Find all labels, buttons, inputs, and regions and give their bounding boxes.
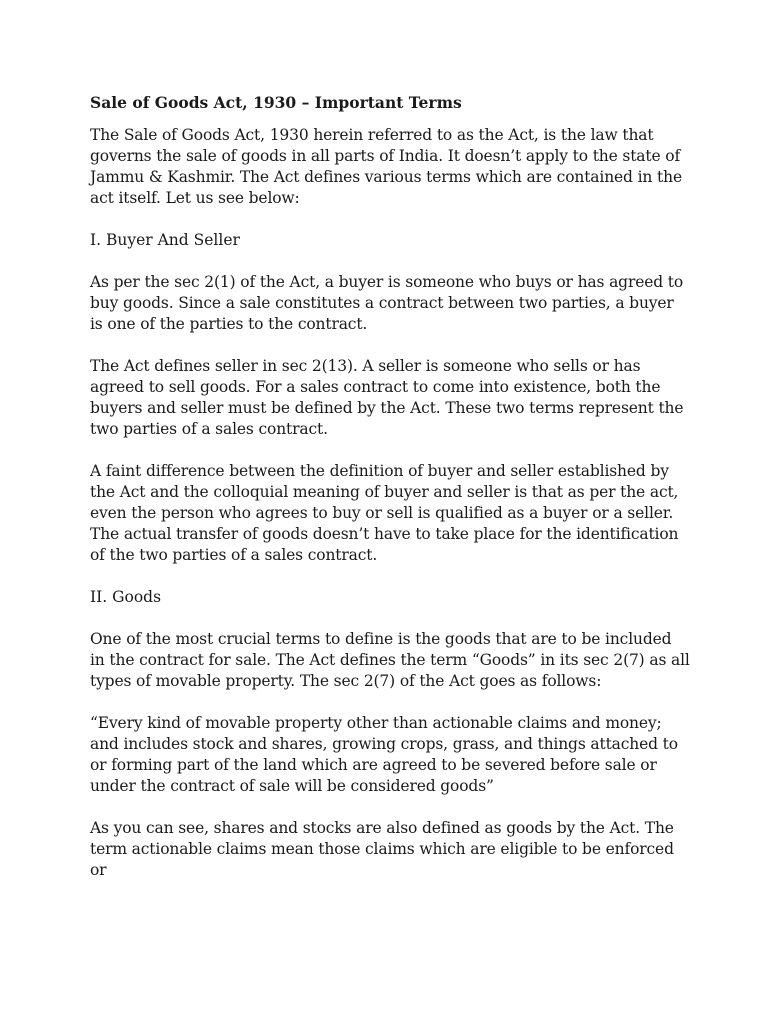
paragraph-goods-shares: As you can see, shares and stocks are also defined as goods by the Act. The term actionable claims mean those claims which are eligible to be enforced or (90, 819, 674, 879)
paragraph-buyer-definition: As per the sec 2(1) of the Act, a buyer is someone who buys or has agreed to buy goods. Since a sale constitutes a contract between two parties, a buyer is one of the parties to the contract. (90, 273, 684, 333)
paragraph-buyer-seller-difference: A faint difference between the definition of buyer and seller established by the Act and the colloquial meaning of buyer and seller is that as per the act, even the person who agrees to buy or sell is qualified as a buyer or a seller. The actual transfer of goods doesn’t have to take place for the identification of the two parties of a sales contract. (90, 462, 679, 564)
section-heading-buyer-seller: I. Buyer And Seller (90, 231, 240, 249)
document-title: Sale of Goods Act, 1930 – Important Terms (90, 93, 462, 112)
section-heading-goods: II. Goods (90, 588, 162, 606)
intro-paragraph: The Sale of Goods Act, 1930 herein referred to as the Act, is the law that governs the sale of goods in all parts of India. It doesn’t apply to the state of Jammu & Kashmir. The Act defines various terms which are contained in the act itself. Let us see below: (90, 126, 682, 207)
document-body (90, 92, 690, 902)
paragraph-goods-quote: “Every kind of movable property other than actionable claims and money; and includes stock and shares, growing crops, grass, and things attached to or forming part of the land which are agreed to be severed before sale or under the contract of sale will be considered goods” (90, 714, 678, 795)
paragraph-seller-definition: The Act defines seller in sec 2(13). A seller is someone who sells or has agreed to sell goods. For a sales contract to come into existence, both the buyers and seller must be defined by the Act. These two terms represent the two parties of a sales contract. (90, 357, 684, 438)
paragraph-goods-intro: One of the most crucial terms to define is the goods that are to be included in the contract for sale. The Act defines the term “Goods” in its sec 2(7) as all types of movable property. The sec 2(7) of the Act goes as follows: (90, 630, 690, 690)
